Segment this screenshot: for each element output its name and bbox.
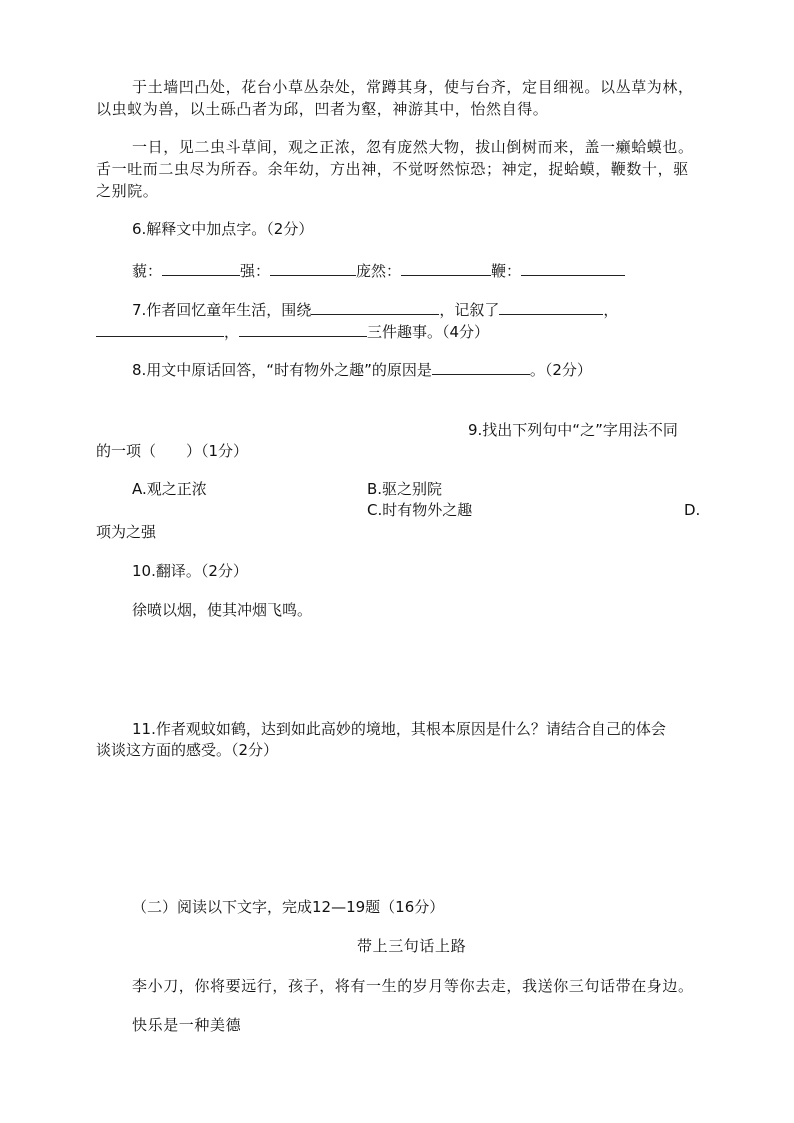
question-text: 8.用文中原话回答，“时有物外之趣”的原因是 [132,361,432,379]
question-text: ，记叙了 [439,301,500,319]
word-label: 强： [240,262,271,280]
question-11: 11.作者观蚊如鹤，达到如此高妙的境地，其根本原因是什么？请结合自己的体会 [132,720,666,738]
option-c[interactable]: C.时有物外之趣 [367,501,473,519]
question-9-cont: 的一项（ ）（1分） [96,442,249,460]
answer-blank[interactable] [96,322,224,337]
question-text: 。（2分） [529,361,592,379]
answer-blank[interactable] [162,261,240,276]
answer-blank[interactable] [499,300,603,315]
article-title: 带上三句话上路 [357,937,467,955]
answer-blank[interactable] [239,322,367,337]
option-b[interactable]: B.驱之别院 [367,480,443,498]
word-label: 鞭： [491,262,522,280]
answer-blank[interactable] [432,360,530,375]
passage-line: 以虫蚁为兽，以土砾凸者为邱，凹者为壑，神游其中，怡然自得。 [96,100,549,118]
question-10: 10.翻译。（2分） [132,562,248,580]
answer-blank[interactable] [521,261,625,276]
translation-sentence: 徐喷以烟，使其冲烟飞鸣。 [132,601,313,619]
question-9: 9.找出下列句中“之”字用法不同 [468,421,678,439]
question-8 [132,360,592,378]
article-paragraph: 李小刀，你将要远行，孩子，将有一生的岁月等你去走，我送你三句话带在身边。 [132,977,694,995]
question-text: 三件趣事。（4分） [367,323,490,341]
option-a[interactable]: A.观之正浓 [132,480,207,498]
answer-blank[interactable] [311,300,439,315]
word-label: 庞然： [356,262,402,280]
passage-line: 一日，见二虫斗草间，观之正浓，忽有庞然大物，拔山倒树而来，盖一癞蛤蟆也。 [132,138,694,156]
option-d-label[interactable]: D. [684,501,701,519]
question-6-answers [132,261,625,279]
answer-blank[interactable] [270,261,356,276]
question-text: ， [224,323,240,341]
question-6: 6.解释文中加点字。（2分） [132,220,314,238]
word-label: 藐： [132,262,163,280]
question-7-cont [96,322,489,340]
section-heading: （二）阅读以下文字，完成12—19题（16分） [132,898,445,916]
answer-blank[interactable] [401,261,491,276]
passage-line: 于土墙凹凸处，花台小草丛杂处，常蹲其身，使与台齐，定目细视。以丛草为林， [132,78,694,96]
passage-line: 之别院。 [96,182,159,200]
question-7 [132,300,618,318]
article-subheading: 快乐是一种美德 [132,1016,242,1034]
question-text: 7.作者回忆童年生活，围绕 [132,301,312,319]
option-d-text[interactable]: 项为之强 [96,523,157,541]
passage-line: 舌一吐而二虫尽为所吞。余年幼，方出神，不觉呀然惊恐；神定，捉蛤蟆，鞭数十，驱 [96,160,689,178]
question-text: ， [603,301,619,319]
question-11-cont: 谈谈这方面的感受。（2分） [96,741,279,759]
